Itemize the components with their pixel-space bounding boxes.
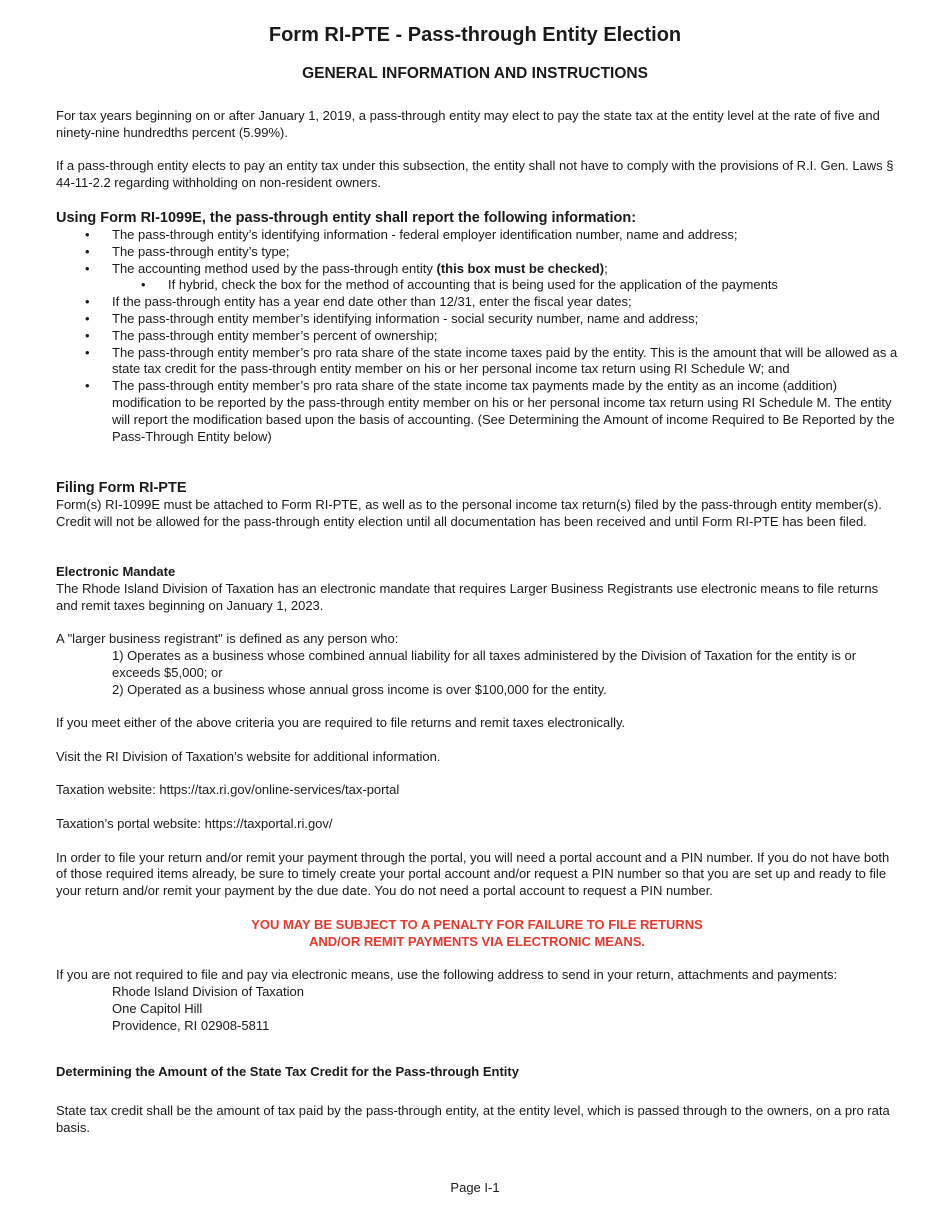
bullet-icon: • bbox=[85, 226, 90, 242]
mailing-instructions: If you are not required to file and pay via electronic means, use the following address to send in your return, attachments and payments: bbox=[56, 967, 838, 983]
penalty-warning-line-1: YOU MAY BE SUBJECT TO A PENALTY FOR FAILURE TO FILE RETURNS bbox=[251, 916, 703, 932]
instructions-body bbox=[56, 108, 898, 1137]
filing-heading: Filing Form RI-PTE bbox=[56, 479, 187, 496]
list-item: • The pass-through entity’s identifying information - federal employer identification number, name and address; bbox=[85, 226, 738, 242]
bullet-icon: • bbox=[85, 344, 90, 360]
list-item: • If the pass-through entity has a year end date other than 12/31, enter the fiscal year dates; bbox=[85, 294, 632, 310]
penalty-warning-line-2: AND/OR REMIT PAYMENTS VIA ELECTRONIC MEANS. bbox=[308, 933, 646, 949]
criteria-1: 1) Operates as a business whose combined annual liability for all taxes administered by the Division of Taxation for the entity is or exceeds $5,000; or bbox=[112, 648, 857, 680]
criteria-note: If you meet either of the above criteria you are required to file returns and remit taxes electronically. bbox=[56, 715, 626, 731]
list-item: • The pass-through entity’s type; bbox=[85, 243, 290, 259]
credit-paragraph: State tax credit shall be the amount of tax paid by the pass-through entity, at the entity level, which is passed through to the owners, on a pro rata basis. bbox=[56, 1103, 890, 1136]
intro-paragraph-rate: For tax years beginning on or after January 1, 2019, a pass-through entity may elect to pay the state tax at the entity level at the rate of five and ninety-nine hundredths percent (5.99%). bbox=[56, 108, 880, 140]
mandate-heading: Electronic Mandate bbox=[56, 564, 176, 580]
criteria-2: 2) Operated as a business whose annual gross income is over $100,000 for the entity. bbox=[112, 681, 607, 697]
list-item: • If hybrid, check the box for the method of accounting that is being used for the application of the payments bbox=[141, 277, 778, 293]
list-item: • The accounting method used by the pass-through entity (this box must be checked); bbox=[85, 260, 608, 276]
address-line-1: Rhode Island Division of Taxation bbox=[112, 984, 304, 1000]
list-item: • The pass-through entity member’s percent of ownership; bbox=[85, 327, 438, 343]
registrant-definition: A "larger business registrant" is defined as any person who: bbox=[56, 631, 399, 647]
form-subtitle: GENERAL INFORMATION AND INSTRUCTIONS bbox=[302, 65, 648, 82]
bullet-icon: • bbox=[85, 260, 90, 276]
bullet-icon: • bbox=[85, 243, 90, 259]
taxation-website: Taxation website: https://tax.ri.gov/online-services/tax-portal bbox=[56, 782, 400, 798]
mandate-paragraph: The Rhode Island Division of Taxation has an electronic mandate that requires Larger Business Registrants use electronic means to file returns and remit taxes beginning on January 1, 2023. bbox=[56, 580, 879, 613]
ri1099e-list bbox=[56, 227, 898, 445]
filing-paragraph: Form(s) RI-1099E must be attached to Form RI-PTE, as well as to the personal income tax return(s) filed by the pass-through entity member(s). Credit will not be allowed for the pass-through entity election until all documentation has been received and until Form RI-PTE has been filed. bbox=[56, 496, 882, 529]
list-item: • The pass-through entity member’s pro rata share of the state income tax payments made by the entity as an income (addition) modification to be reported by the pass-through entity member on his or her personal income tax return using RI Schedule M. The entity will report the modification based upon the basis of accounting. (See Determining the Amount of income Required to Be Reported by the Pass-Through Entity below) bbox=[85, 378, 895, 444]
bullet-icon: • bbox=[85, 327, 90, 343]
visit-website-note: Visit the RI Division of Taxation’s website for additional information. bbox=[56, 748, 441, 764]
ri1099e-heading: Using Form RI-1099E, the pass-through entity shall report the following information: bbox=[56, 209, 637, 226]
credit-heading: Determining the Amount of the State Tax Credit for the Pass-through Entity bbox=[56, 1064, 519, 1080]
bullet-icon: • bbox=[85, 310, 90, 326]
taxation-portal-website: Taxation’s portal website: https://taxportal.ri.gov/ bbox=[56, 816, 333, 832]
bullet-icon: • bbox=[85, 294, 90, 310]
intro-paragraph-withholding: If a pass-through entity elects to pay an entity tax under this subsection, the entity shall not have to comply with the provisions of R.I. Gen. Laws § 44-11-2.2 regarding withholding on non-resident owners. bbox=[56, 158, 894, 191]
list-item: • The pass-through entity member’s identifying information - social security number, name and address; bbox=[85, 310, 699, 326]
address-line-2: One Capitol Hill bbox=[112, 1000, 203, 1016]
form-title: Form RI-PTE - Pass-through Entity Election bbox=[268, 24, 682, 46]
portal-instructions: In order to file your return and/or remit your payment through the portal, you will need a portal account and a PIN number. If you do not have both of those required items already, be sure to timely create your portal account and/or request a PIN number so that you are set up and ready to file your return and/or remit your payment by the due date. You do not need a portal account to request a PIN number. bbox=[56, 849, 890, 899]
page-number: Page I-1 bbox=[450, 1180, 500, 1195]
address-line-3: Providence, RI 02908-5811 bbox=[112, 1017, 270, 1033]
bullet-icon: • bbox=[141, 277, 146, 293]
list-item: • The pass-through entity member’s pro rata share of the state income taxes paid by the entity. This is the amount that will be allowed as a state tax credit for the pass-through entity member on his or her personal income tax return using RI Schedule W; and bbox=[85, 344, 898, 377]
bullet-icon: • bbox=[85, 378, 90, 394]
required-check-note: (this box must be checked) bbox=[436, 260, 605, 276]
